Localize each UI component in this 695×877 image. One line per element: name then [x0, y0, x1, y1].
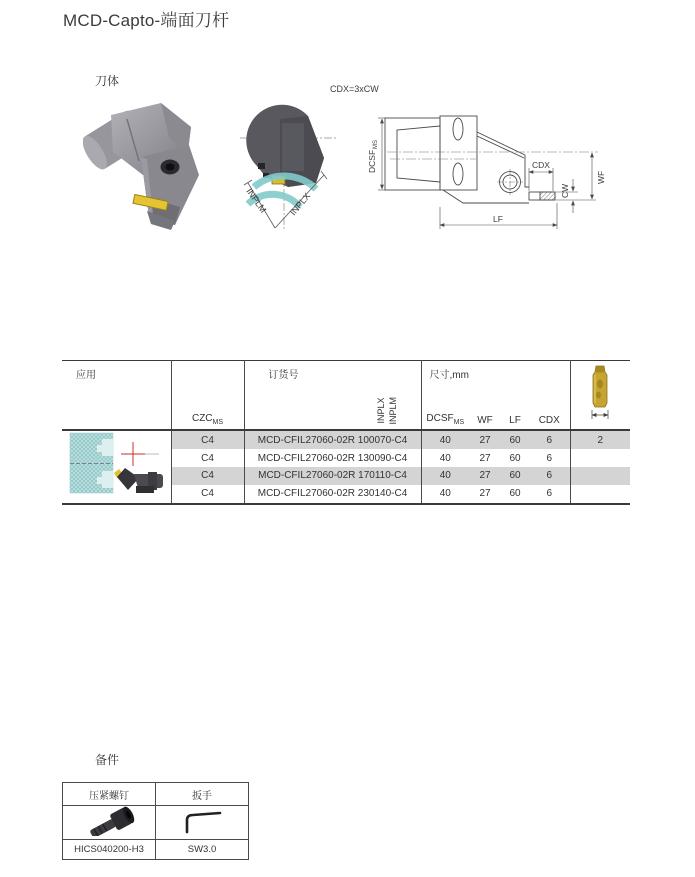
col-header-application	[62, 361, 171, 431]
cdx-value: 6	[546, 488, 553, 500]
tool-body-section-label: 刀体	[95, 74, 120, 88]
table-header-row	[62, 361, 630, 431]
wf-dim-label: WF	[596, 170, 606, 184]
spares-image-row	[63, 806, 249, 840]
page-title: MCD-Capto-端面刀杆	[63, 11, 230, 30]
col-header-cdx	[529, 361, 570, 431]
lf-value: 60	[509, 488, 521, 500]
wrench-size: SW3.0	[156, 840, 249, 860]
insert-compat-labels	[376, 397, 399, 425]
dcsf-header-label: $DCSF_{MS}$	[426, 413, 465, 426]
lf-value: 60	[509, 452, 521, 464]
czc-value: C4	[171, 485, 244, 504]
order-no-value: MCD-CFIL27060-02R 130090-C4	[244, 449, 421, 467]
inplx-label: INPLX	[287, 190, 313, 218]
wf-value: 27	[469, 467, 501, 485]
application-header-label: 应用	[76, 370, 96, 381]
cdx-formula-label: CDX=3xCW	[330, 84, 379, 94]
spares-table	[62, 782, 249, 860]
col-header-wf	[469, 361, 501, 431]
cdx-value: 6	[529, 430, 570, 449]
lf-value: 60	[501, 467, 529, 485]
wrench-header: 扳手	[156, 783, 249, 806]
screw-image	[78, 806, 140, 836]
dimension-drawing	[330, 95, 650, 245]
col-header-dcsf	[421, 361, 469, 431]
inplm-label: INPLM	[244, 186, 269, 215]
qty-value	[570, 449, 630, 467]
tool-3d-image	[83, 97, 208, 232]
dims-group-label: 尺寸,mm	[429, 370, 469, 381]
spares-header-row	[63, 783, 249, 806]
qty-value	[570, 485, 630, 504]
czc-value: C4	[171, 467, 244, 485]
col-header-order-no	[244, 361, 421, 431]
cdx-value: 6	[529, 467, 570, 485]
cdx-dim-label: CDX	[532, 160, 550, 170]
wrench-image-cell	[156, 806, 249, 840]
qty-value	[570, 467, 630, 485]
table-row	[62, 430, 630, 449]
insert-image	[587, 364, 613, 422]
dcsf-value: 40	[421, 485, 469, 504]
order-no-value: MCD-CFIL27060-02R 100070-C4	[244, 430, 421, 449]
angle-diagram	[236, 103, 341, 238]
cdx-header-label: CDX	[538, 415, 560, 426]
lf-dim-label: LF	[493, 214, 503, 224]
wf-value: 27	[479, 488, 491, 500]
wf-value: 27	[479, 452, 491, 464]
lf-value: 60	[501, 430, 529, 449]
qty-value: 2	[570, 430, 630, 449]
cdx-value: 6	[546, 452, 553, 464]
czc-value: C4	[171, 449, 244, 467]
cw-dim-label: CW	[560, 183, 570, 198]
screw-header: 压紧螺钉	[63, 783, 156, 806]
order-no-value: MCD-CFIL27060-02R 170110-C4	[244, 467, 421, 485]
spares-section-label: 备件	[95, 753, 120, 767]
dcsf-dim-sub: MS	[373, 140, 379, 149]
order-no-header-label: 订货号	[268, 370, 299, 381]
screw-image-cell	[63, 806, 156, 840]
inplm-header-label: INPLM	[387, 397, 398, 425]
application-diagram	[62, 431, 171, 497]
dcsf-value: 40	[421, 449, 469, 467]
dcsf-value: 40	[421, 430, 469, 449]
dcsf-dim-label: DCSF	[367, 149, 377, 173]
tool-in-cut	[114, 468, 163, 493]
czc-value: C4	[171, 430, 244, 449]
wf-header-label: WF	[477, 415, 493, 426]
inplx-header-label: INPLX	[375, 398, 386, 425]
hex-key-image	[171, 806, 233, 836]
screw-order-no: HICS040200-H3	[63, 840, 156, 860]
dcsf-value: 40	[421, 467, 469, 485]
czc-header-label: $CZC_{MS}$	[191, 413, 224, 426]
col-header-lf	[501, 361, 529, 431]
order-no-value: MCD-CFIL27060-02R 230140-C4	[244, 485, 421, 504]
datum-crosshair	[121, 442, 159, 466]
col-header-insert	[570, 361, 630, 431]
col-header-czc	[171, 361, 244, 431]
spares-value-row	[63, 840, 249, 860]
wf-value: 27	[469, 430, 501, 449]
application-diagram-cell	[62, 430, 171, 504]
lf-header-label: LF	[509, 415, 521, 426]
product-table	[62, 360, 630, 505]
